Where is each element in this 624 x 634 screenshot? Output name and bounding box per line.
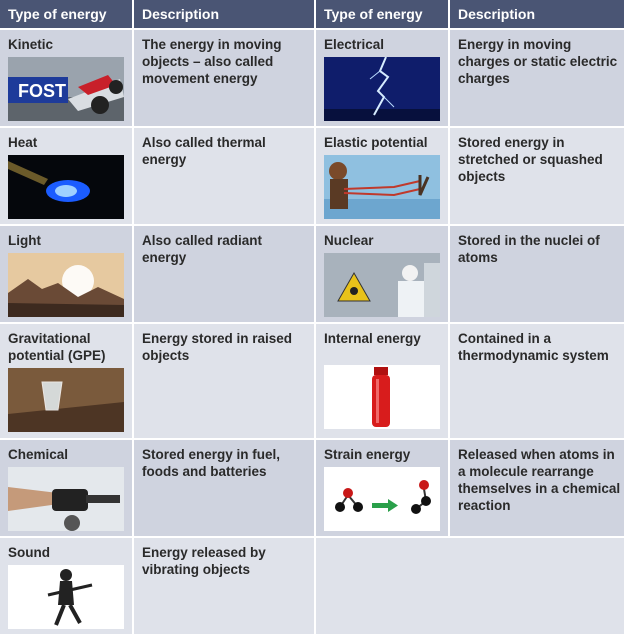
type-name-light: Light [8,233,41,248]
desc-internal-energy: Contained in a thermodynamic system [450,324,624,438]
desc-chemical: Stored energy in fuel, foods and batteries [134,440,314,536]
glass-on-edge-image [8,368,124,432]
cell-internal-energy [316,324,448,438]
radiation-worker-image [324,253,440,317]
molecule-diagram-image [324,467,440,531]
cell-gravitational-potential [0,324,132,438]
type-name-heat: Heat [8,135,38,150]
banner-text: FOST [18,81,66,101]
cell-kinetic [0,30,132,126]
header-type-2: Type of energy [316,0,448,28]
type-name-elastic-potential: Elastic potential [324,135,428,150]
cell-electrical [316,30,448,126]
desc-sound: Energy released by vibrating objects [134,538,314,634]
sunset-image [8,253,124,317]
slingshot-image [324,155,440,219]
header-description-1: Description [134,0,314,28]
desc-light: Also called radiant energy [134,226,314,322]
cell-strain-energy [316,440,448,536]
red-flask-image [324,365,440,429]
type-name-strain-energy: Strain energy [324,447,411,462]
cell-sound [0,538,132,634]
header-type-1: Type of energy [0,0,132,28]
empty-cell [316,538,624,634]
blowtorch-flame-image [8,155,124,219]
desc-elastic-potential: Stored energy in stretched or squashed objects [450,128,624,224]
type-name-kinetic: Kinetic [8,37,54,52]
cell-heat [0,128,132,224]
cell-light [0,226,132,322]
type-name-electrical: Electrical [324,37,385,52]
header-description-2: Description [450,0,624,28]
desc-kinetic: The energy in moving objects – also called movement energy [134,30,314,126]
desc-heat: Also called thermal energy [134,128,314,224]
desc-strain-energy: Released when atoms in a molecule rearrange themselves in a chemical reaction [450,440,624,536]
type-name-gravitational-potential: Gravitational potential (GPE) [8,331,106,363]
desc-electrical: Energy in moving charges or static electric charges [450,30,624,126]
type-name-internal-energy: Internal energy [324,331,421,346]
cell-elastic-potential [316,128,448,224]
racing-car-image [8,57,124,121]
cell-nuclear [316,226,448,322]
cell-chemical [0,440,132,536]
fuel-nozzle-image [8,467,124,531]
type-name-sound: Sound [8,545,50,560]
lightning-image [324,57,440,121]
guitarist-image [8,565,124,629]
type-name-chemical: Chemical [8,447,69,462]
type-name-nuclear: Nuclear [324,233,374,248]
desc-gravitational-potential: Energy stored in raised objects [134,324,314,438]
desc-nuclear: Stored in the nuclei of atoms [450,226,624,322]
